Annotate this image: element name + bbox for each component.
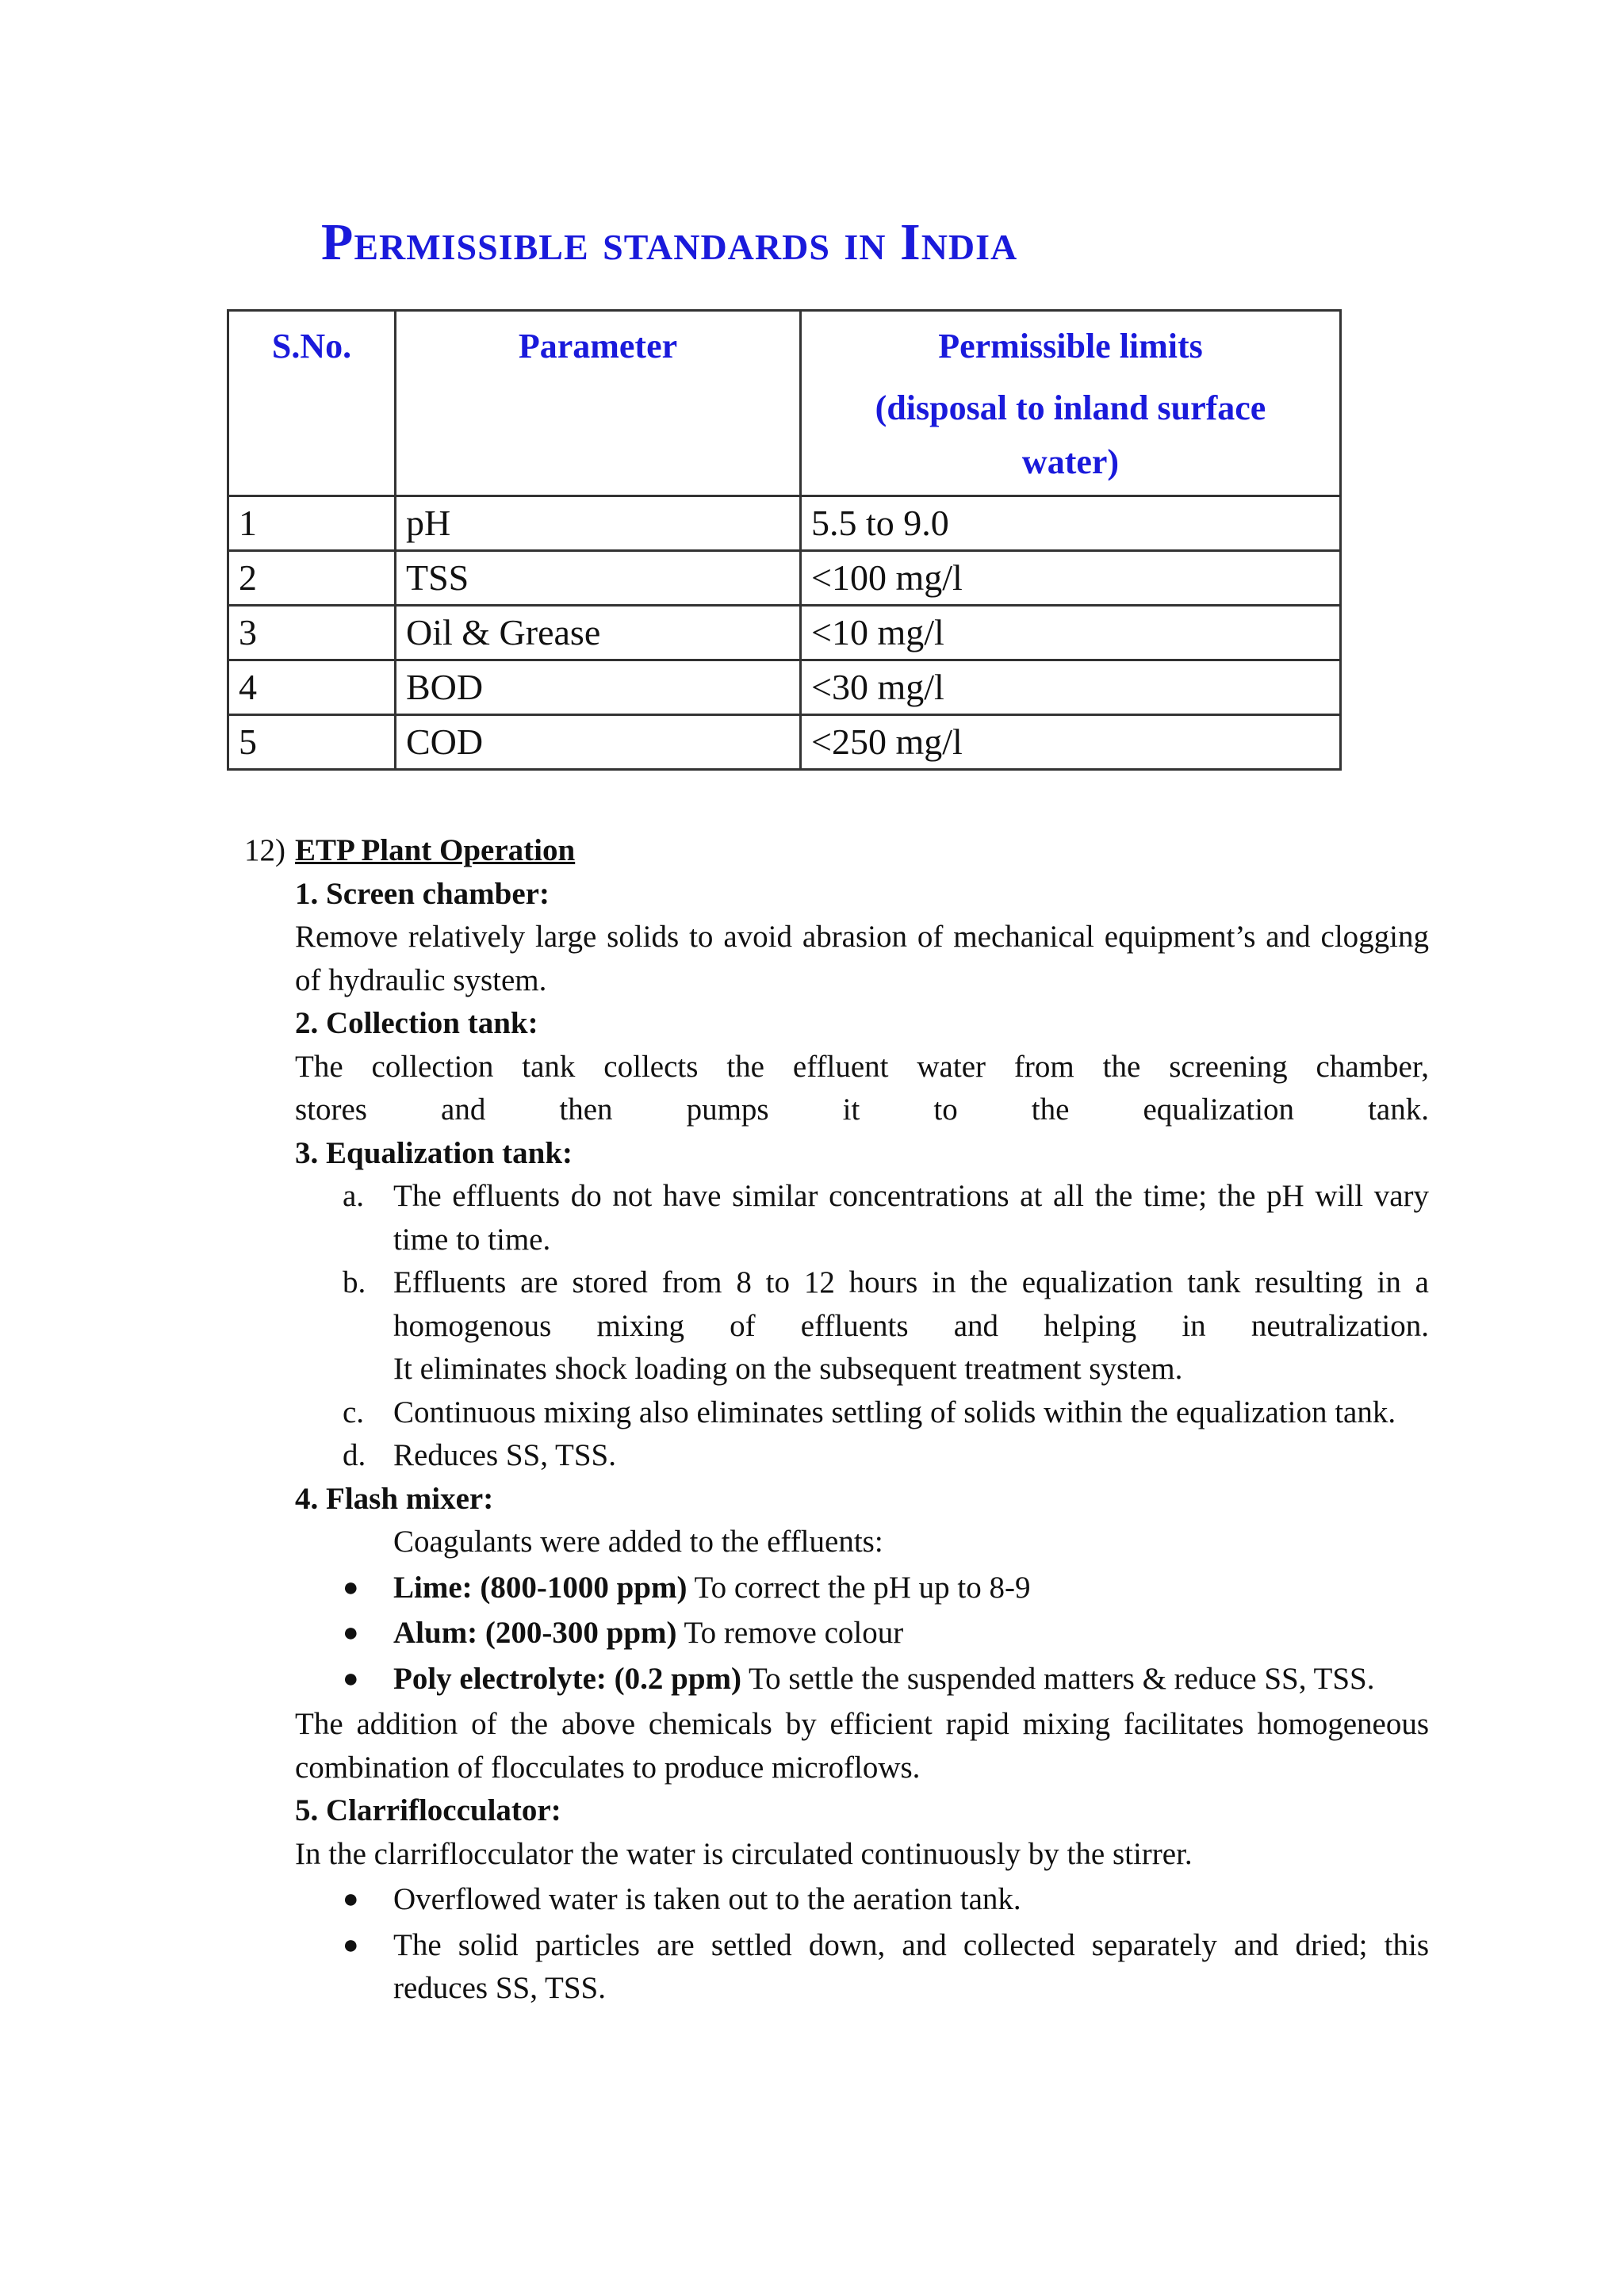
section-number: 12) [244, 833, 285, 867]
cell-parameter: COD [396, 714, 801, 769]
coagulant-purpose: To correct the pH up to 8-9 [687, 1570, 1031, 1605]
bullet-icon: ● [343, 1572, 359, 1602]
coagulant-purpose: To remove colour [676, 1616, 904, 1650]
list-item-text: Reduces SS, TSS. [393, 1438, 616, 1472]
flash-mixer-intro: Coagulants were added to the effluents: [393, 1525, 883, 1559]
list-item [295, 1434, 1429, 1478]
cell-sno: 2 [228, 550, 396, 605]
coagulant-name: Lime: (800-1000 ppm) [393, 1570, 688, 1605]
cell-sno: 3 [228, 605, 396, 660]
list-item [295, 1612, 1429, 1655]
cell-parameter: Oil & Grease [396, 605, 801, 660]
list-item-text: Overflowed water is taken out to the aeration tank. [393, 1882, 1021, 1916]
cell-parameter: BOD [396, 660, 801, 714]
list-marker: a. [343, 1179, 365, 1213]
coagulant-list [295, 1567, 1429, 1701]
cell-limit: 5.5 to 9.0 [801, 496, 1341, 550]
cell-sno: 5 [228, 714, 396, 769]
table-row [228, 714, 1341, 769]
list-item [295, 1175, 1429, 1261]
table-row [228, 496, 1341, 550]
header-parameter: Parameter [396, 311, 801, 496]
etp-section [244, 829, 1429, 2013]
header-sno: S.No. [228, 311, 396, 496]
collection-tank-heading: 2. Collection tank: [295, 1006, 538, 1040]
list-item-text: The solid particles are settled down, and collected separately and dried; this reduces SS, TSS. [393, 1927, 1429, 2005]
collection-tank-text-line1: The collection tank collects the effluent water from the screening chamber, [295, 1049, 1429, 1084]
screen-chamber-heading: 1. Screen chamber: [295, 876, 550, 911]
cell-limit: <10 mg/l [801, 605, 1341, 660]
list-marker: d. [343, 1438, 366, 1472]
equalization-list [295, 1175, 1429, 1478]
list-marker: c. [343, 1395, 365, 1429]
bullet-icon: ● [343, 1618, 359, 1647]
table-row [228, 605, 1341, 660]
cell-parameter: pH [396, 496, 801, 550]
list-item [295, 1658, 1429, 1701]
list-marker: b. [343, 1265, 366, 1299]
table-header-row [228, 311, 1341, 496]
coagulant-name: Alum: (200-300 ppm) [393, 1616, 677, 1650]
table-row [228, 660, 1341, 714]
header-limits [801, 311, 1341, 496]
flash-mixer-outro: The addition of the above chemicals by efficient rapid mixing facilitates homogeneous combination of flocculates to produce microflows. [295, 1707, 1429, 1785]
cell-limit: <250 mg/l [801, 714, 1341, 769]
list-item [295, 1391, 1429, 1435]
cell-limit: <100 mg/l [801, 550, 1341, 605]
section-title: ETP Plant Operation [295, 833, 576, 867]
cell-parameter: TSS [396, 550, 801, 605]
section-heading [244, 829, 1429, 873]
standards-table [227, 309, 1342, 771]
list-item [295, 1261, 1429, 1391]
cell-sno: 4 [228, 660, 396, 714]
list-item [295, 1878, 1429, 1922]
list-item [295, 1567, 1429, 1610]
page-title: Permissible standards in India [321, 213, 1018, 271]
coagulant-name: Poly electrolyte: (0.2 ppm) [393, 1661, 741, 1696]
header-limits-line1: Permissible limits [938, 327, 1203, 365]
list-item [295, 1924, 1429, 2011]
list-item-text-continued: It eliminates shock loading on the subsequent treatment system. [393, 1352, 1183, 1386]
bullet-icon: ● [343, 1663, 359, 1693]
list-item-text: Effluents are stored from 8 to 12 hours in the equalization tank resulting in a homogenous mixing of effluents and helping in neutralization. [393, 1265, 1429, 1343]
collection-tank-text-line2: stores and then pumps it to the equalization tank. [295, 1093, 1429, 1127]
bullet-icon: ● [343, 1930, 359, 1960]
screen-chamber-text: Remove relatively large solids to avoid abrasion of mechanical equipment’s and clogging of hydraulic system. [295, 920, 1429, 997]
clarriflocculator-intro: In the clarriflocculator the water is circulated continuously by the stirrer. [295, 1836, 1193, 1871]
list-item-text: Continuous mixing also eliminates settling of solids within the equalization tank. [393, 1395, 1396, 1429]
list-item-text: The effluents do not have similar concentrations at all the time; the pH will vary time to time. [393, 1179, 1429, 1257]
clarriflocculator-list [295, 1878, 1429, 2011]
equalization-tank-heading: 3. Equalization tank: [295, 1135, 573, 1170]
coagulant-purpose: To settle the suspended matters & reduce SS, TSS. [741, 1661, 1375, 1696]
header-limits-line2: (disposal to inland surface water) [875, 388, 1266, 482]
flash-mixer-heading: 4. Flash mixer: [295, 1481, 494, 1516]
bullet-icon: ● [343, 1885, 359, 1914]
table-row [228, 550, 1341, 605]
cell-sno: 1 [228, 496, 396, 550]
cell-limit: <30 mg/l [801, 660, 1341, 714]
clarriflocculator-heading: 5. Clarriflocculator: [295, 1793, 561, 1827]
